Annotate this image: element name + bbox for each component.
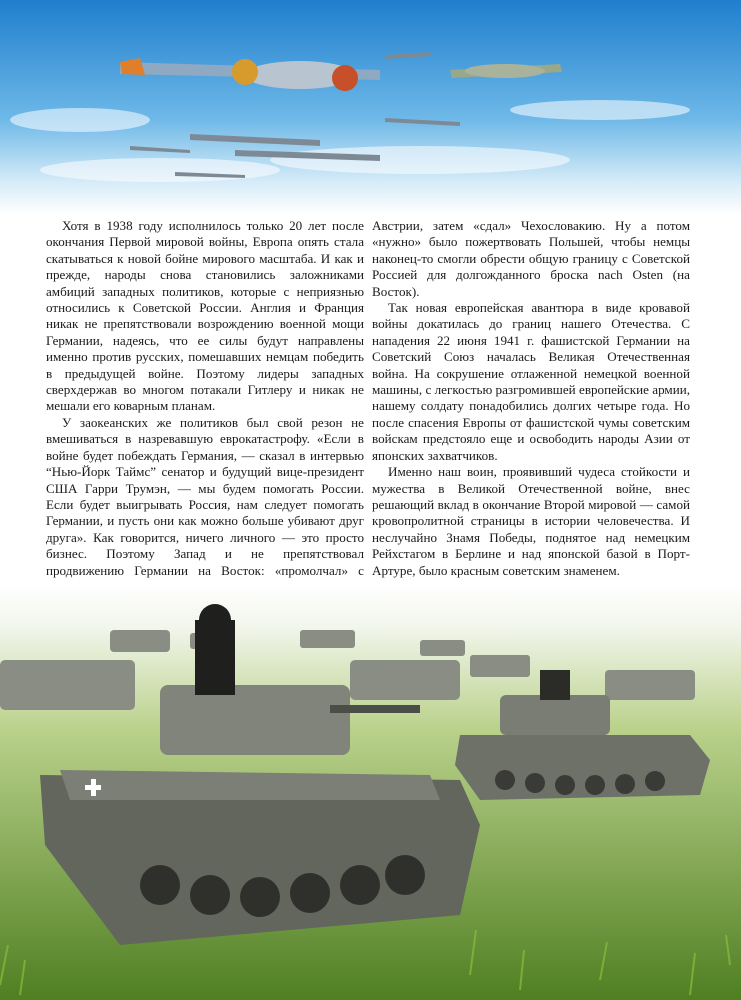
- tank-column-illustration: [0, 585, 741, 1000]
- paragraph-continuation: Австрии, затем «сдал» Чехословакию. Ну а потом «нужно» было пожертвовать Польшей, чтобы немцы наконец-то смогли обрести общую границу с Советской Россией для долгожданного броска nach Osten (на Восток).: [372, 218, 690, 299]
- paragraph: У заокеанских же политиков был свой резон не вмешиваться в назревавшую еврокатастрофу. «Если в войне будет побеждать Германия, — сказал в интервью “Нью-Йорк Таймс” сенатор и будущий вице-президент США Гарри Трумэн, — мы будем помогать России. Если будет выигрывать Россия, нам следует помогать Германии, и пусть они как можно больше убивают друг друга». Как говорится, ничего личного — это просто бизнес. Поэтому Запад и не препятствовал продвижению Германии на Восток: «промолчал» с: [46, 414, 364, 578]
- paragraph: Хотя в 1938 году исполнилось только 20 лет после окончания Первой мировой войны, Европа опять стала скатываться к новой бойне мирового масштаба. И как и прежде, народы снова становились заложниками амбиций западных политиков, которые с неприязнью относились к Советской России. Англия и Франция никак не препятствовали возрождению военной мощи Германии, надеясь, что ее силы будут направлены именно против русских, помешавших немцам победить в предыдущей войне. Поэтому лидеры западных сверхдержав во многом потакали Гитлеру и никак не мешали его коварным планам.: [46, 218, 364, 414]
- left-text-column: [46, 218, 364, 595]
- paragraph: Так новая европейская авантюра в виде кровавой войны докатилась до границ нашего Отечества. С нападения 22 июня 1941 г. фашистской Германии на Советский Союз началась Великая Отечественная война. На сокрушение отлаженной немецкой военной машины, с легкостью разгромившей европейские армии, нашему солдату понадобились долгих четыре года. Но после спасения Европы от фашистской чумы советским войскам предстояло еще и освободить народы Азии от японских захватчиков.: [372, 300, 690, 463]
- right-text-column: [372, 218, 690, 579]
- bomber-formation-illustration: [0, 0, 741, 215]
- paragraph: Именно наш воин, проявивший чудеса стойкости и мужества в Великой Отечественной войне, внес решающий вклад в окончание Второй мировой — самой кровопролитной страницы в истории человечества. И неслучайно Знамя Победы, поднятое над немецким Рейхстагом в Берлине и над японской базой в Порт-Артуре, было красным советским знаменем.: [372, 464, 690, 578]
